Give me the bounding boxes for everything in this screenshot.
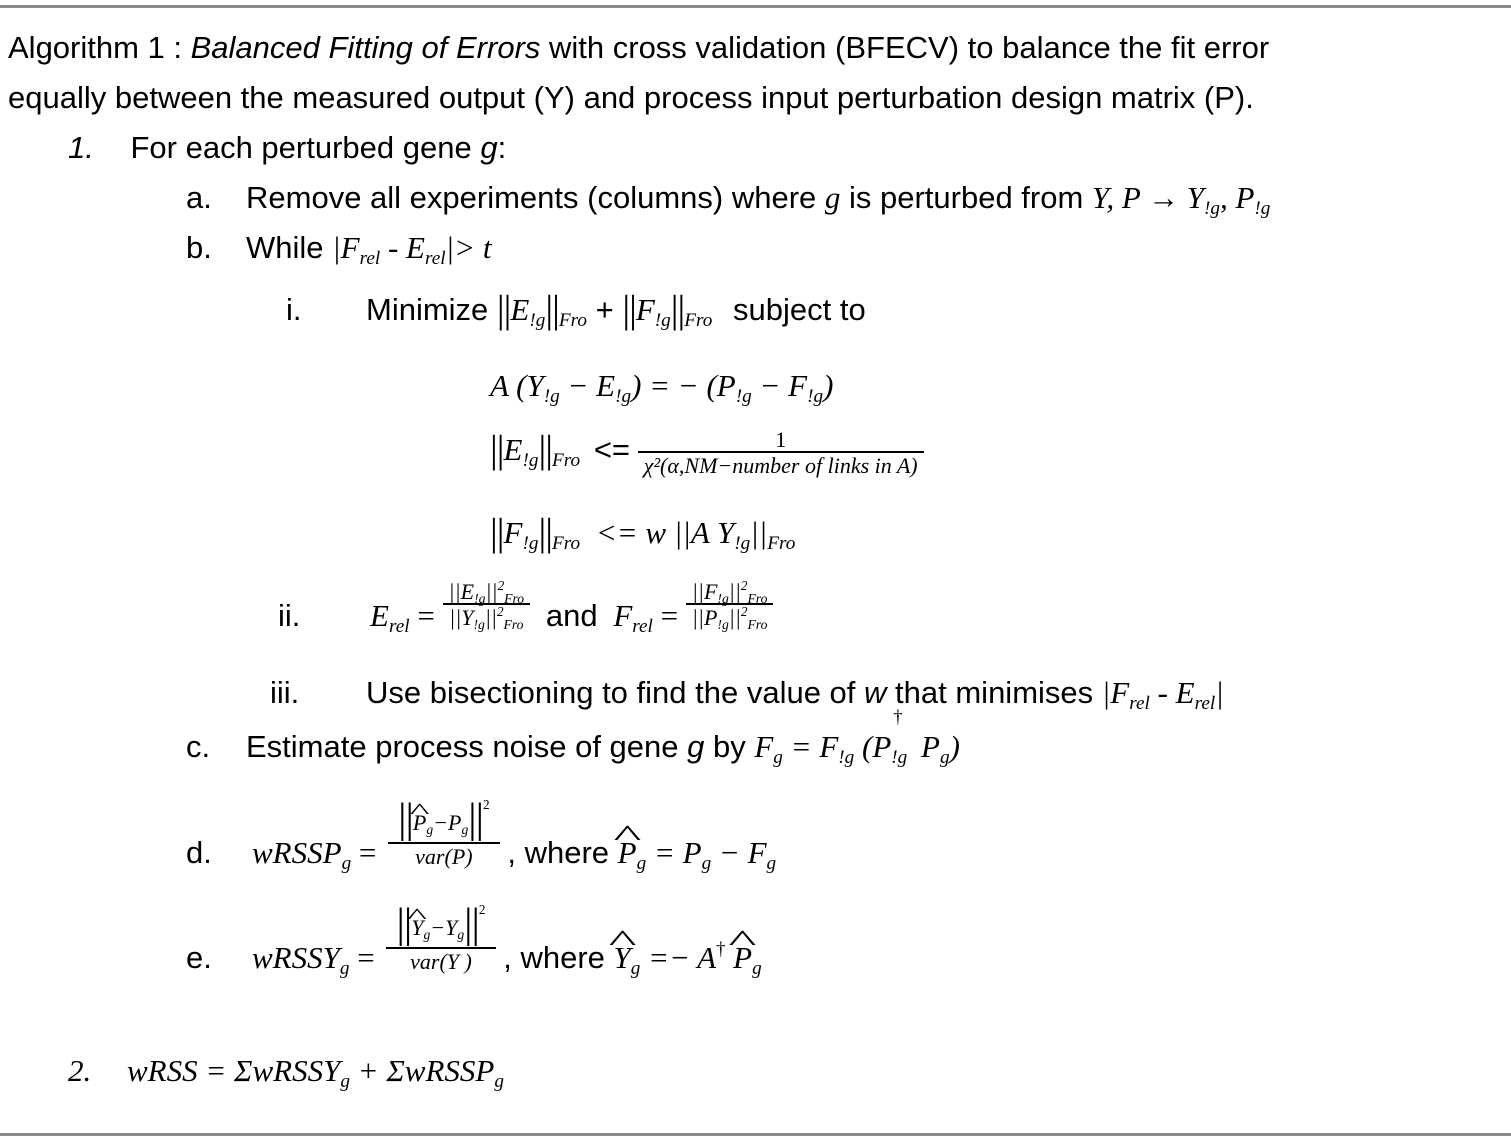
c-s4: g: [939, 747, 950, 769]
d-num-sub1: g: [426, 822, 434, 838]
ii-f1-den-fro: Fro: [503, 617, 524, 633]
e-num-minus: −Y: [430, 915, 458, 940]
step-1-text: For each perturbed gene: [130, 130, 481, 165]
c3-rhs: <= w ||A Y: [595, 515, 735, 550]
e-rhs-sub1: g: [630, 958, 641, 980]
iii-end: |: [1215, 675, 1224, 710]
d-lhs: wRSSP: [252, 835, 342, 870]
subject-to-text: subject to: [733, 292, 866, 327]
ii-f2-den-sub: !g: [717, 617, 729, 633]
c-m2: = F: [782, 729, 839, 764]
d-where: , where: [507, 835, 618, 870]
c1-c: ) = − (P: [631, 368, 736, 403]
e-rhs-hat: ^ Y: [614, 940, 631, 976]
step-b-sub2: rel: [425, 248, 446, 270]
step-i-label: i.: [286, 292, 302, 327]
c1-sub1: !g: [543, 386, 560, 408]
ii-f1-den-sq: 2: [496, 603, 504, 619]
ii-f1-den-sub: !g: [473, 617, 485, 633]
ii-f1-num-fro: Fro: [504, 591, 525, 607]
ii-f1-num: ||E: [448, 579, 475, 604]
c1-a: A (Y: [490, 368, 544, 403]
iii-sub1: rel: [1129, 693, 1150, 715]
step-a-sub2: !g: [1254, 198, 1271, 220]
c-s2: !g: [838, 747, 855, 769]
e-lhs-sub: g: [339, 958, 350, 980]
ii-f1-num-close: ||: [485, 579, 498, 604]
step-1-colon: :: [497, 130, 507, 165]
ii-f2-num-fro: Fro: [747, 591, 768, 607]
ii-f1-num-sq: 2: [497, 577, 505, 593]
step-e: [252, 895, 762, 980]
step-b-end: |> t: [445, 230, 492, 265]
c-s3: !g: [891, 747, 908, 769]
step-d: [252, 790, 777, 875]
step-b-mid: - E: [380, 230, 425, 265]
c1-d: − F: [751, 368, 808, 403]
iii-w: w: [864, 675, 887, 710]
c2-fraction: [638, 428, 924, 478]
obj-e-fro: Fro: [558, 310, 587, 332]
ii-f1-den-close: ||: [484, 605, 497, 631]
d-lhs-sub: g: [341, 853, 352, 875]
e-rhs3-hat: ^ P: [733, 940, 752, 976]
step-c: [246, 707, 960, 769]
step-c-label: c.: [186, 729, 211, 764]
algorithm-title-rest: with cross validation (BFECV) to balance the fit error: [540, 30, 1270, 65]
c3-sub: !g: [522, 533, 539, 555]
step-i-objective: Minimize ||E!g||Fro + ||F!g||Fro subject to: [366, 287, 866, 332]
constraint-2: ||E!g||Fro <= $\frac{1}{\text{χ²(α,NM−number of links in A)}}$: [490, 425, 924, 478]
ii-e-rel: rel: [388, 616, 410, 638]
step-2-mid: + ΣwRSSP: [349, 1053, 495, 1088]
step-1-number: 1.: [68, 130, 94, 165]
step-1: [68, 130, 506, 166]
step-iii: [366, 675, 1224, 715]
ii-eq2: =: [660, 598, 679, 633]
c1-sub2: !g: [615, 386, 632, 408]
d-fraction: $\frac{||\^{} Pg-Pg||^2}{\text{var(P)}}$: [388, 790, 499, 869]
step-d-label: d.: [186, 835, 212, 870]
step-b-sub1: rel: [359, 248, 381, 270]
d-rhs-hat: ^ P: [618, 835, 637, 871]
d-rhs3: − F: [711, 835, 767, 870]
step-b-text: While: [246, 230, 333, 265]
step-ii: [370, 577, 773, 638]
d-eq: =: [358, 835, 377, 870]
ii-f2-num-sub: !g: [717, 591, 729, 607]
algorithm-title: [8, 30, 1269, 66]
ii-and: and: [545, 598, 598, 633]
obj-e-sub: !g: [529, 310, 546, 332]
constraint-1: [490, 368, 834, 408]
algorithm-prefix: Algorithm 1 :: [8, 30, 191, 65]
d-num-hat: ^ P: [413, 811, 426, 834]
step-ii-label: ii.: [278, 598, 301, 633]
step-a-label: a.: [186, 180, 212, 215]
d-rhs-sub1: g: [636, 853, 647, 875]
algorithm-title-line2: [8, 80, 1254, 116]
e-fraction: $\frac{||\^{} Yg-Yg||^2}{\text{var(Y )}}$: [386, 895, 495, 974]
d-num-sub2: g: [461, 822, 469, 838]
e-den: var(Y ): [410, 948, 472, 974]
c1-b: − E: [559, 368, 616, 403]
ii-f2-den: ||P: [691, 605, 718, 631]
ii-frac1: [443, 577, 531, 633]
obj-f-sub: !g: [654, 310, 671, 332]
c-m3: (P: [854, 729, 892, 764]
c3-rhs-fro: Fro: [767, 533, 796, 555]
ii-f2-den-close: ||: [728, 605, 741, 631]
ii-f2-den-sq: 2: [740, 603, 748, 619]
iii-text2: that minimises: [886, 675, 1102, 710]
e-num-hat: ^ Y: [411, 916, 423, 939]
c1-sub3: !g: [735, 386, 752, 408]
step-a-sub1: !g: [1203, 198, 1220, 220]
step-1-gene: g: [480, 130, 498, 165]
ii-e: E: [370, 598, 389, 633]
step-a-g: g: [824, 180, 841, 215]
step-2-sub1: g: [340, 1071, 350, 1093]
c3-end: ||: [750, 515, 768, 550]
step-b-f: |F: [332, 230, 360, 265]
ii-f: F: [613, 598, 633, 633]
obj-f-fro: Fro: [684, 310, 713, 332]
d-rhs-sub2: g: [701, 853, 712, 875]
c-m5: ): [949, 729, 960, 764]
c2-sub: !g: [522, 450, 539, 472]
c-text2: by: [704, 729, 755, 764]
e-rhs2: =− A: [640, 940, 717, 975]
ii-frac2: [686, 577, 774, 633]
c-s1: g: [773, 747, 783, 769]
step-a-comma: , P: [1219, 180, 1255, 215]
step-2-sub2: g: [494, 1071, 504, 1093]
iii-mid: - E: [1149, 675, 1195, 710]
c1-sub4: !g: [807, 386, 824, 408]
ii-f1-num-sub: !g: [474, 591, 486, 607]
minimize-text: Minimize: [366, 292, 497, 327]
e-eq: =: [357, 940, 375, 975]
c2-le: <=: [593, 432, 631, 467]
iii-sub2: rel: [1194, 693, 1216, 715]
step-a: [246, 180, 1271, 220]
obj-f: F: [635, 292, 655, 327]
step-e-label: e.: [186, 940, 212, 975]
d-den: var(P): [415, 843, 473, 869]
c-sup3: †: [893, 707, 903, 728]
c2-den: χ²(α,NM−number of links in A): [643, 452, 918, 478]
step-2: [68, 1053, 504, 1093]
constraint-3: ||F!g||Fro <= w ||A Y!g||Fro: [490, 510, 796, 555]
d-rhs-sub3: g: [766, 853, 777, 875]
ii-f1-den: ||Y: [449, 605, 474, 631]
step-b: [246, 230, 492, 270]
iii-text: Use bisectioning to find the value of: [366, 675, 865, 710]
d-num-minus: −P: [433, 810, 462, 835]
e-num-sub2: g: [457, 927, 465, 943]
ii-f-rel: rel: [632, 616, 653, 638]
c3-f: F: [503, 515, 523, 550]
top-rule: [0, 5, 1511, 8]
e-num-sub1: g: [423, 927, 431, 943]
c-text: Estimate process noise of gene: [246, 729, 688, 764]
c2-num: 1: [638, 428, 924, 453]
bottom-rule: [0, 1133, 1511, 1136]
obj-e: E: [510, 292, 530, 327]
d-rhs2: = P: [646, 835, 702, 870]
step-a-text: Remove all experiments (columns) where: [246, 180, 825, 215]
d-num-sq: 2: [483, 796, 490, 812]
e-rhs-sub3: g: [752, 958, 762, 980]
obj-plus: +: [595, 292, 614, 327]
e-lhs: wRSSY: [252, 940, 340, 975]
e-where: , where: [503, 940, 614, 975]
step-iii-label: iii.: [270, 675, 300, 710]
ii-f2-den-fro: Fro: [747, 617, 768, 633]
c-g: g: [687, 729, 705, 764]
iii-f: |F: [1101, 675, 1130, 710]
e-dagger: †: [716, 938, 726, 960]
c3-fro: Fro: [551, 533, 581, 555]
step-a-text2: is perturbed from: [840, 180, 1092, 215]
ii-f2-num-sq: 2: [740, 577, 748, 593]
step-b-label: b.: [186, 230, 212, 265]
e-num-sq: 2: [478, 901, 486, 917]
c1-e: ): [823, 368, 834, 403]
step-2-lhs: wRSS = ΣwRSSY: [127, 1053, 341, 1088]
ii-f2-num-close: ||: [728, 579, 741, 604]
step-2-number: 2.: [68, 1053, 92, 1088]
title-line2-text: equally between the measured output (Y) and process input perturbation design matrix (P).: [8, 80, 1254, 115]
algorithm-name: Balanced Fitting of Errors: [190, 30, 541, 65]
ii-eq1: =: [417, 598, 435, 633]
step-a-math: Y, P → Y: [1091, 180, 1204, 215]
c2-fro: Fro: [551, 450, 581, 472]
c-m4: P: [913, 729, 940, 764]
ii-f2-num: ||F: [691, 579, 718, 604]
c3-rhs-sub: !g: [734, 533, 751, 555]
c2-e: E: [503, 432, 523, 467]
c-m1: F: [754, 729, 774, 764]
